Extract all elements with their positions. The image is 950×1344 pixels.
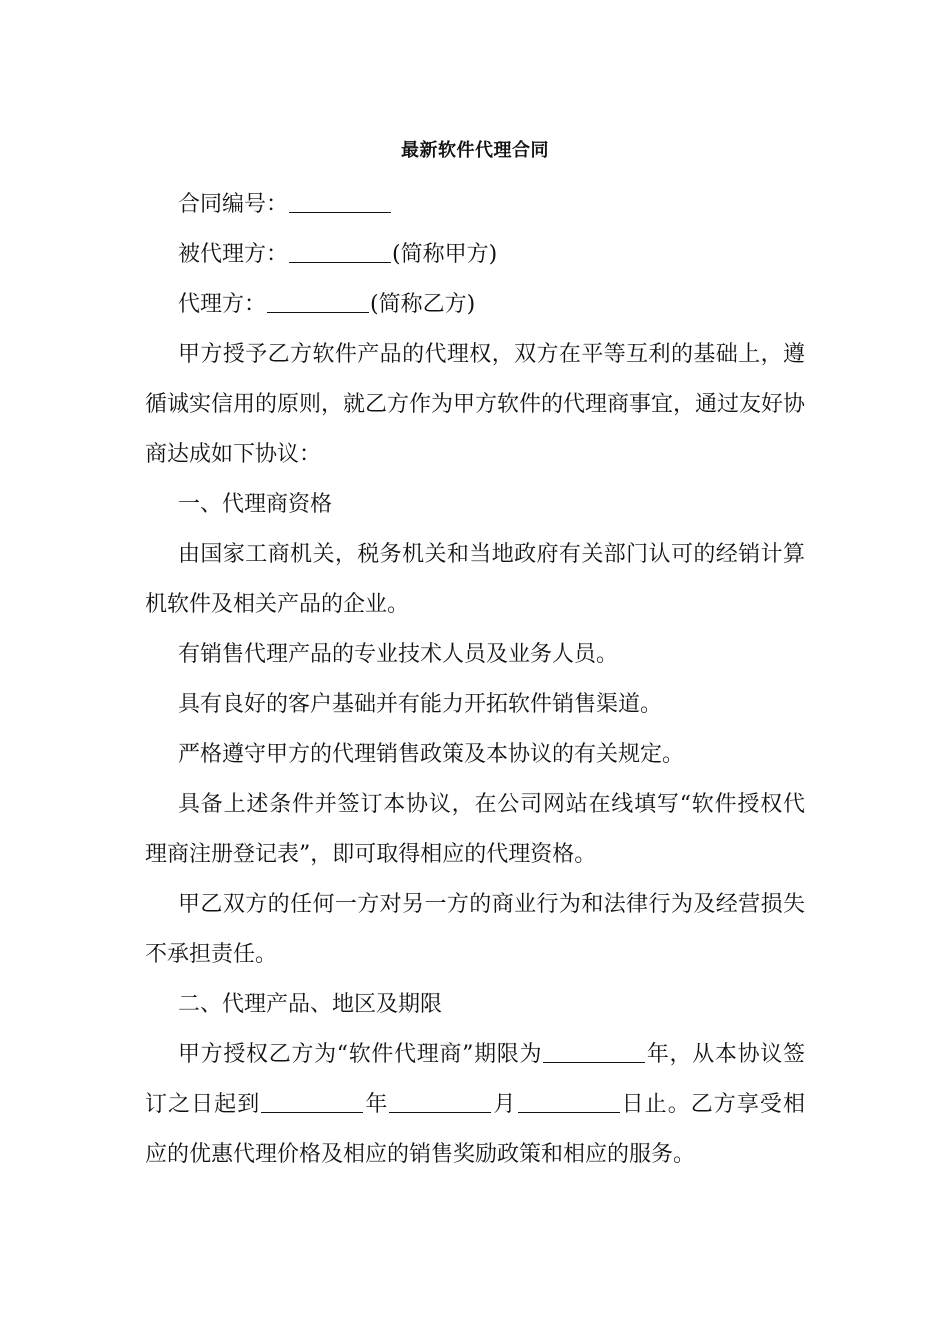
section-2-heading: 二、代理产品、地区及期限 <box>178 992 443 1017</box>
term-text-3: 年 <box>364 1092 389 1117</box>
end-day-blank <box>518 1092 620 1113</box>
section-1-paragraph: 由国家工商机关，税务机关和当地政府有关部门认可的经销计算机软件及相关产品的企业。 <box>145 542 805 617</box>
document-body <box>145 180 805 1180</box>
term-text-1: 甲方授权乙方为“软件代理商”期限为 <box>178 1042 543 1067</box>
section-1-paragraph: 有销售代理产品的专业技术人员及业务人员。 <box>178 642 619 667</box>
section-2-paragraph <box>145 1030 805 1180</box>
end-month-blank <box>389 1092 491 1113</box>
contract-number-line <box>145 180 805 230</box>
principal-suffix: (简称甲方) <box>392 242 498 267</box>
term-text-2: 年，从本协议签订之日起到 <box>145 1042 805 1117</box>
end-year-blank <box>261 1092 363 1113</box>
section-1-paragraph: 严格遵守甲方的代理销售政策及本协议的有关规定。 <box>178 742 685 767</box>
intro-paragraph: 甲方授予乙方软件产品的代理权，双方在平等互利的基础上，遵循诚实信用的原则，就乙方作为甲方软件的代理商事宜，通过友好协商达成如下协议： <box>145 342 806 467</box>
section-1-paragraph: 甲乙双方的任何一方对另一方的商业行为和法律行为及经营损失不承担责任。 <box>145 892 805 967</box>
section-1-paragraph: 具有良好的客户基础并有能力开拓软件销售渠道。 <box>178 692 663 717</box>
agent-blank <box>267 292 369 313</box>
agent-label: 代理方： <box>178 292 267 317</box>
agent-line <box>145 280 805 330</box>
term-years-blank <box>543 1042 645 1063</box>
contract-number-label: 合同编号： <box>178 192 289 217</box>
section-1-heading: 一、代理商资格 <box>178 492 333 517</box>
principal-line <box>145 230 805 280</box>
contract-number-blank <box>289 192 391 213</box>
principal-blank <box>289 242 391 263</box>
term-text-4: 月 <box>492 1092 517 1117</box>
section-1-paragraph: 具备上述条件并签订本协议，在公司网站在线填写“软件授权代理商注册登记表”，即可取得相应的代理资格。 <box>145 792 805 867</box>
principal-label: 被代理方： <box>178 242 289 267</box>
agent-suffix: (简称乙方) <box>370 292 476 317</box>
document-title: 最新软件代理合同 <box>401 140 549 161</box>
term-text-5: 日止。乙方享受相应的优惠代理价格及相应的销售奖励政策和相应的服务。 <box>145 1092 805 1167</box>
